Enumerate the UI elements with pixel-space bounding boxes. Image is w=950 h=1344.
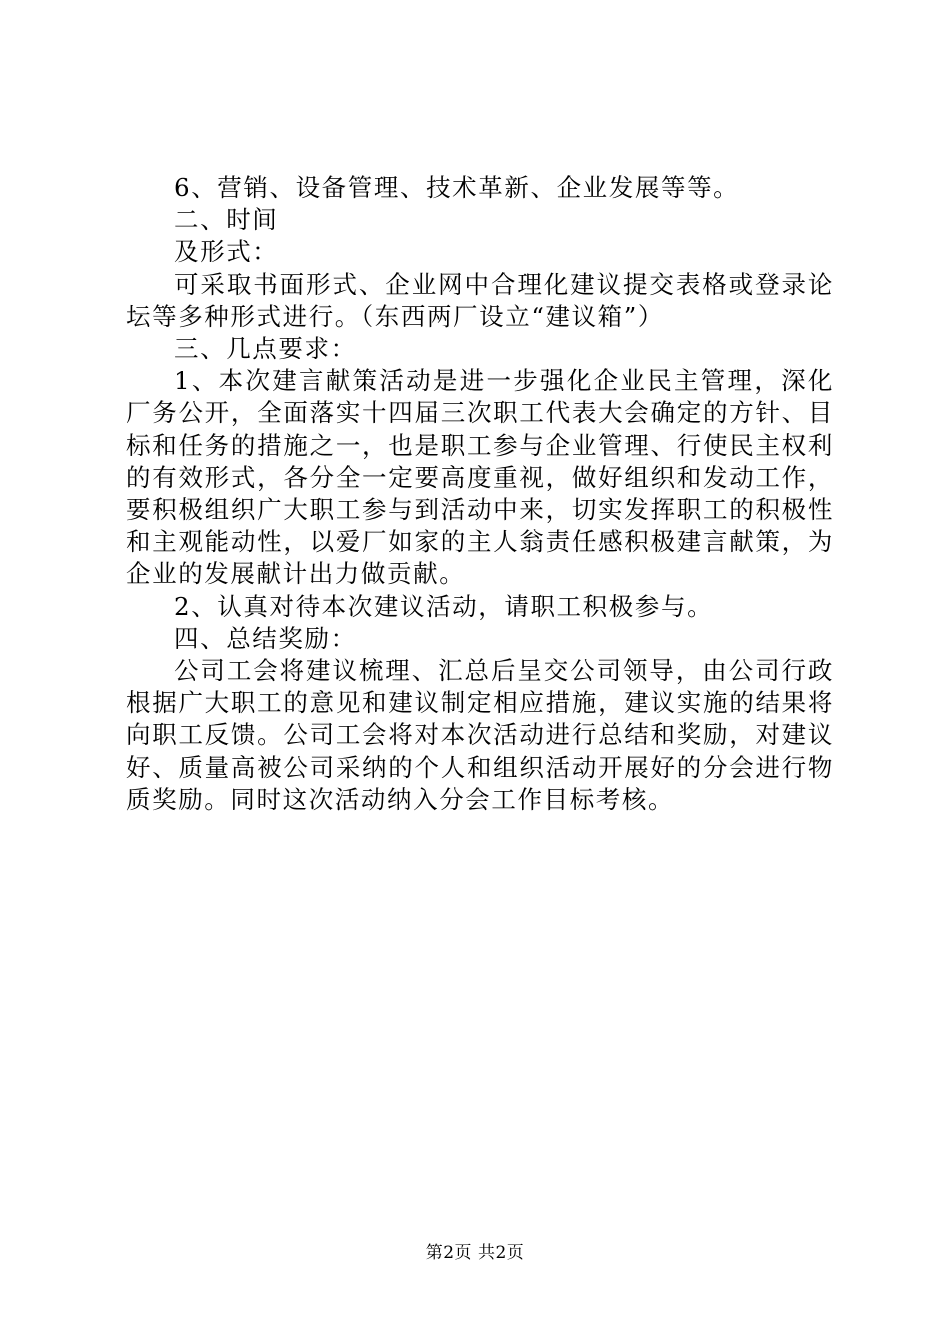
paragraph-form-details: 可采取书面形式、企业网中合理化建议提交表格或登录论坛等多种形式进行。（东西两厂设立“建议箱”） [126, 269, 834, 331]
paragraph-item-6-marketing: 6、营销、设备管理、技术革新、企业发展等等。 [174, 173, 740, 202]
page-number-footer: 第2页 共2页 [425, 1243, 525, 1263]
paragraph-requirement-2: 2、认真对待本次建议活动，请职工积极参与。 [174, 591, 714, 621]
document-body [126, 172, 834, 816]
section-heading-form: 及形式： [174, 237, 279, 267]
section-heading-summary-rewards: 四、总结奖励： [174, 623, 357, 653]
section-heading-requirements: 三、几点要求： [174, 334, 357, 364]
section-heading-time: 二、时间 [174, 205, 279, 235]
paragraph-requirement-1: 1、本次建言献策活动是进一步强化企业民主管理，深化厂务公开，全面落实十四届三次职工代表大会确定的方针、目标和任务的措施之一，也是职工参与企业管理、行使民主权利的有效形式，各分全一定要高度重视，做好组织和发动工作，要积极组织广大职工参与到活动中来，切实发挥职工的积极性和主观能动性，以爱厂如家的主人翁责任感积极建言献策，为企业的发展献计出力做贡献。 [126, 366, 834, 589]
paragraph-summary-rewards: 公司工会将建议梳理、汇总后呈交公司领导，由公司行政根据广大职工的意见和建议制定相应措施，建议实施的结果将向职工反馈。公司工会将对本次活动进行总结和奖励，对建议好、质量高被公司采纳的个人和组织活动开展好的分会进行物质奖励。同时这次活动纳入分会工作目标考核。 [126, 656, 834, 814]
